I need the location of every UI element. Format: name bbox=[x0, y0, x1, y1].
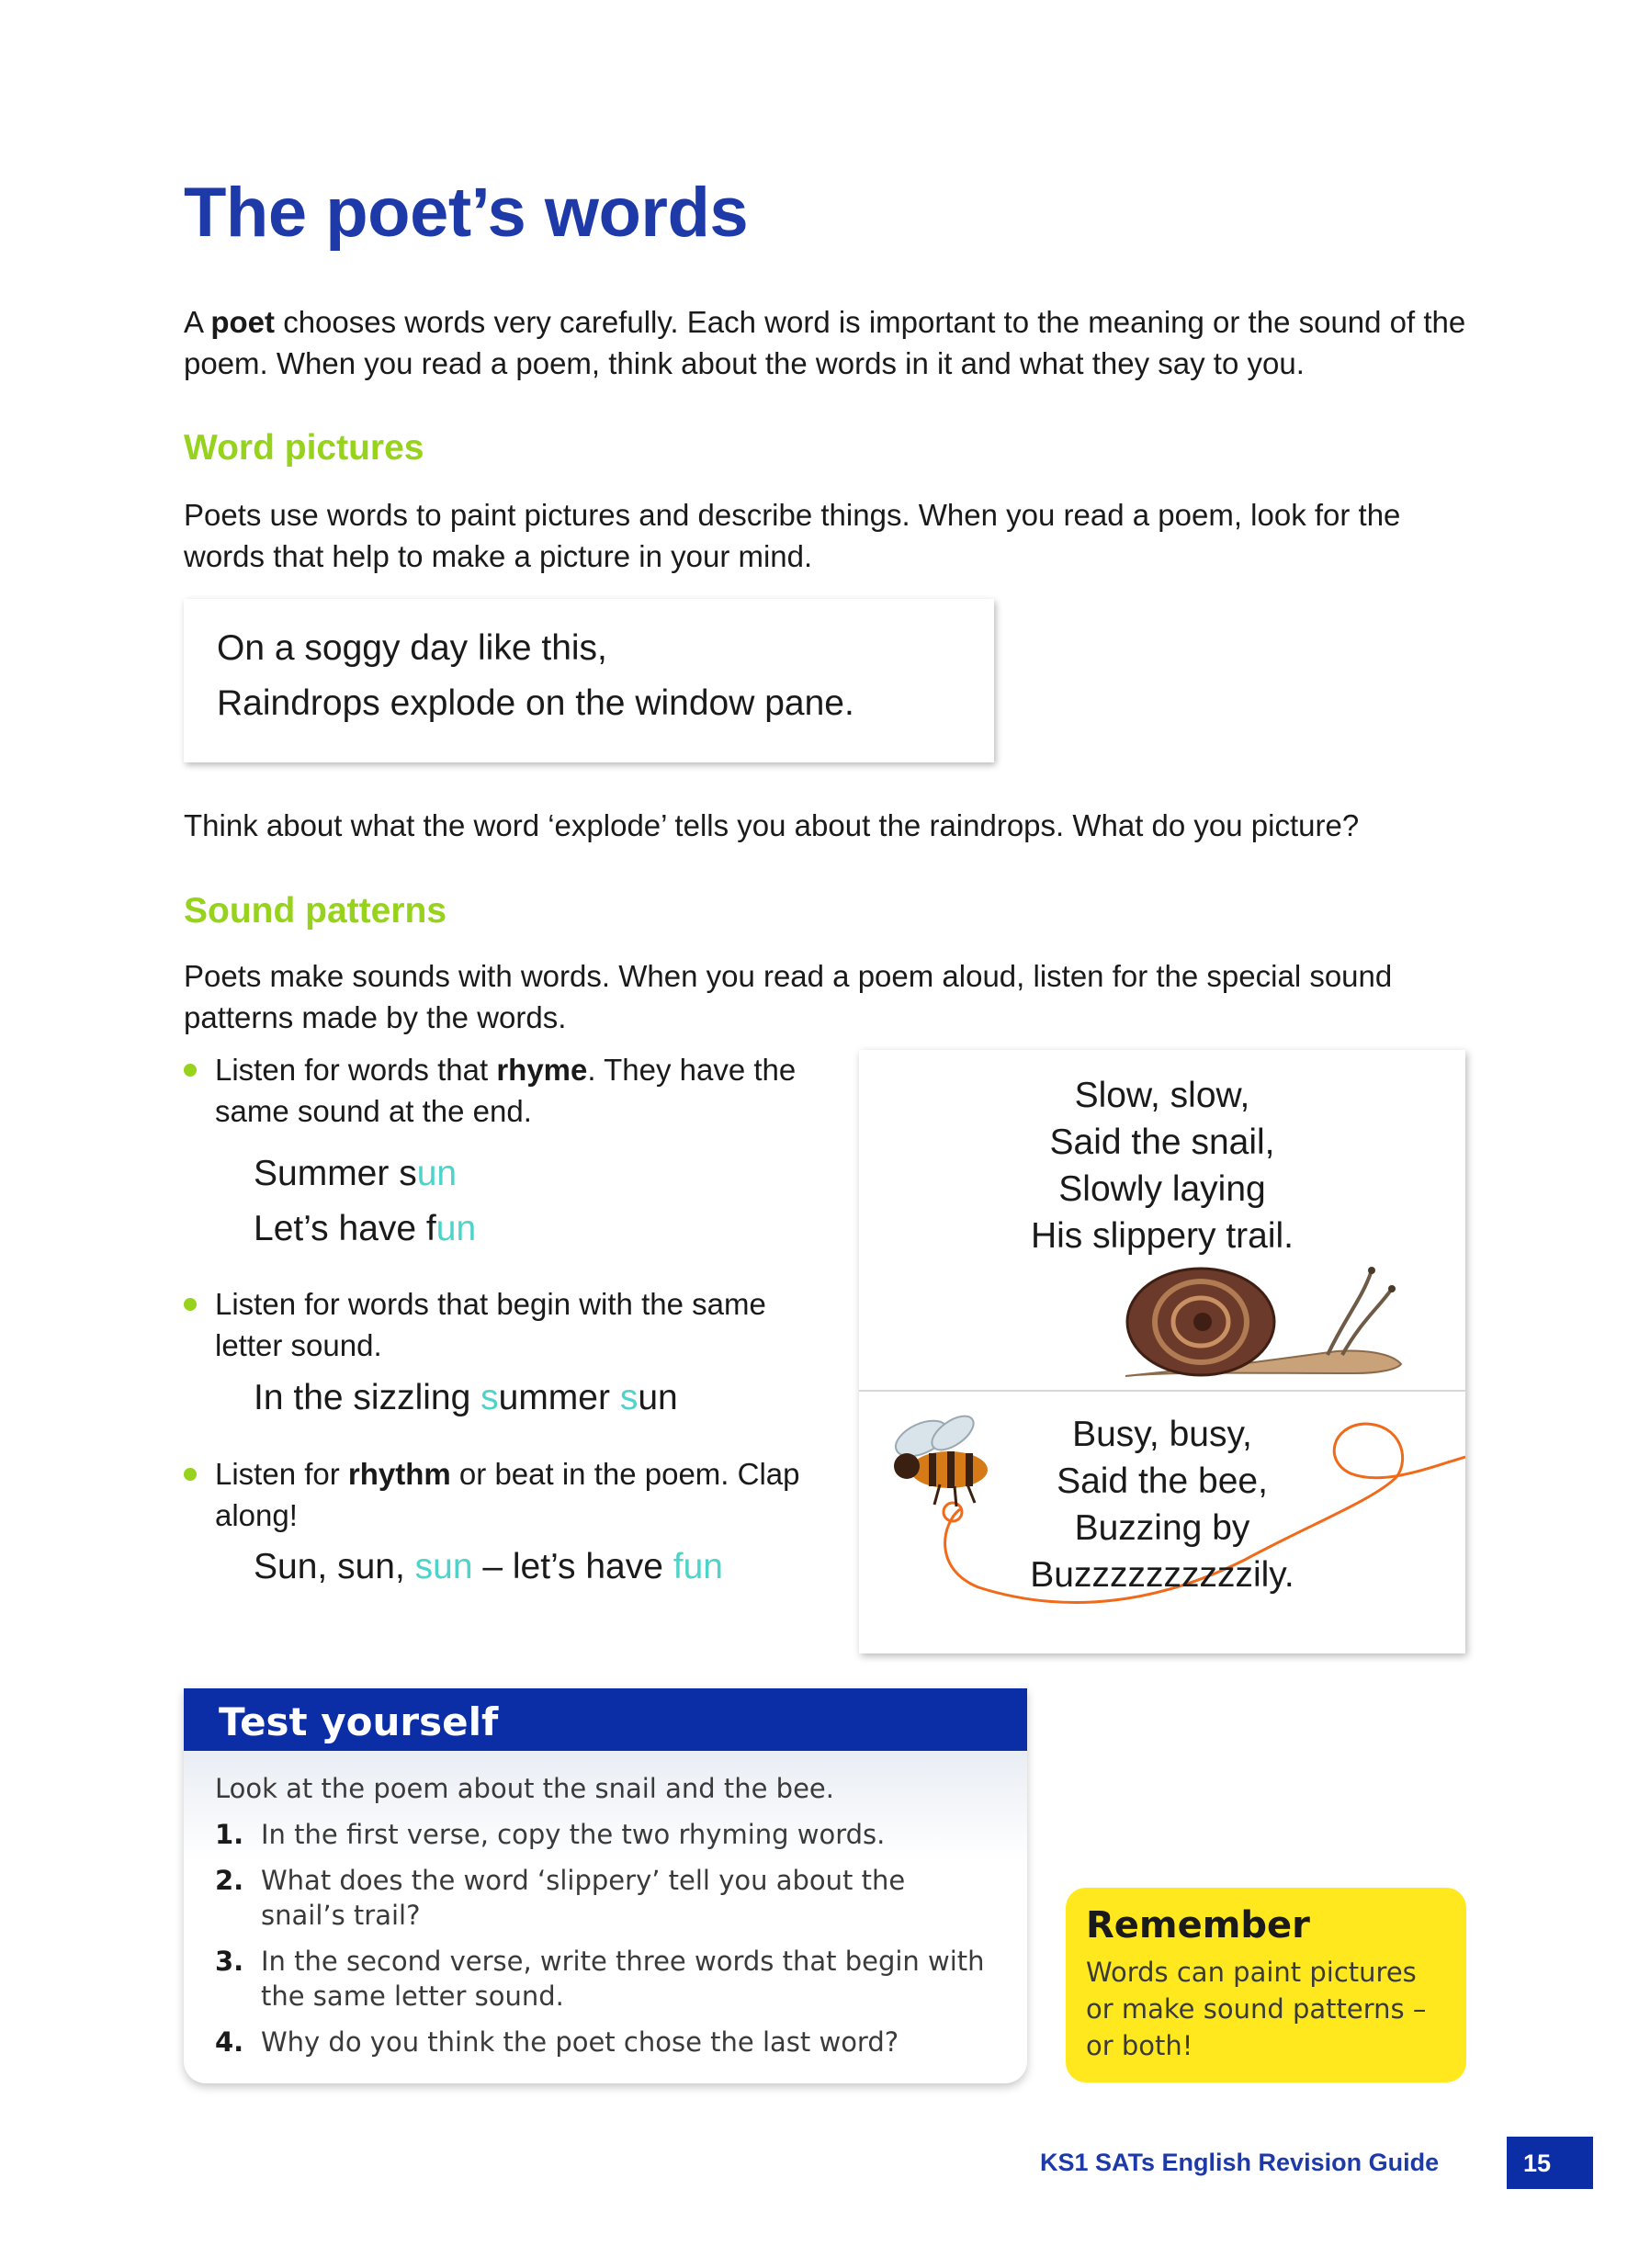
quote-line: On a soggy day like this, bbox=[217, 628, 607, 668]
question-item: 3. In the second verse, write three words that begin with the same letter sound. bbox=[215, 1946, 985, 2012]
question-item: 2. What does the word ‘slippery’ tell you about the snail’s trail? bbox=[215, 1865, 906, 1931]
snail-illustration bbox=[1116, 1234, 1419, 1399]
remember-text: Words can paint pictures or make sound patterns – or both! bbox=[1086, 1957, 1427, 2061]
remember-title: Remember bbox=[1086, 1904, 1310, 1946]
page-number: 15 bbox=[1507, 2137, 1593, 2189]
bullet-dot bbox=[184, 1468, 197, 1481]
rhyme-example-line-1: Summer sun bbox=[254, 1154, 458, 1193]
bullet-rhythm: Listen for rhythm or beat in the poem. Clap along! bbox=[184, 1453, 808, 1536]
footer-guide-title: KS1 SATs English Revision Guide bbox=[1040, 2149, 1440, 2176]
test-yourself-panel bbox=[184, 1688, 1027, 2083]
verse-divider bbox=[859, 1390, 1465, 1392]
word-pictures-heading: Word pictures bbox=[184, 428, 424, 468]
test-yourself-title: Test yourself bbox=[219, 1699, 499, 1744]
intro-paragraph: A poet chooses words very carefully. Each word is important to the meaning or the sound of the poem. When you read a poem, think about the words in it and what they say to you. bbox=[184, 305, 1466, 380]
intro-bold-term: poet bbox=[210, 305, 276, 339]
test-intro: Look at the poem about the snail and the bee. bbox=[215, 1773, 834, 1804]
page-title: The poet’s words bbox=[184, 174, 749, 252]
remember-box bbox=[1066, 1888, 1466, 2082]
bullet-alliteration: Listen for words that begin with the same letter sound. bbox=[184, 1283, 808, 1366]
question-item: 1. In the first verse, copy the two rhyming words. bbox=[215, 1819, 886, 1850]
poem-card bbox=[859, 1050, 1465, 1653]
test-yourself-body bbox=[215, 1771, 996, 2059]
rhyme-example-line-2: Let’s have fun bbox=[254, 1209, 477, 1248]
sound-patterns-heading: Sound patterns bbox=[184, 891, 447, 931]
bullet-rhyme: Listen for words that rhyme. They have the same sound at the end. bbox=[184, 1049, 845, 1132]
sound-patterns-text: Poets make sounds with words. When you read a poem aloud, listen for the special sound patterns made by the words. bbox=[184, 959, 1393, 1034]
test-yourself-header bbox=[184, 1688, 1027, 1751]
quote-box bbox=[184, 599, 994, 762]
poem-verse-bee: Busy, busy, Said the bee, Buzzing by Buzzzzzzzzzzily. bbox=[1030, 1415, 1294, 1595]
quote-line: Raindrops explode on the window pane. bbox=[217, 683, 854, 723]
poem-verse-snail: Slow, slow, Said the snail, Slowly laying His slippery trail. bbox=[1030, 1076, 1294, 1256]
bullet-dot bbox=[184, 1298, 197, 1311]
rhythm-example: Sun, sun, sun – let’s have fun bbox=[254, 1547, 723, 1586]
question-item: 4. Why do you think the poet chose the last word? bbox=[215, 2026, 899, 2058]
alliteration-example: In the sizzling summer sun bbox=[254, 1378, 678, 1417]
explode-question: Think about what the word ‘explode’ tells you about the raindrops. What do you picture? bbox=[184, 808, 1360, 842]
bullet-dot bbox=[184, 1064, 197, 1077]
word-pictures-text: Poets use words to paint pictures and describe things. When you read a poem, look for the words that help to make a picture in your mind. bbox=[184, 498, 1401, 573]
